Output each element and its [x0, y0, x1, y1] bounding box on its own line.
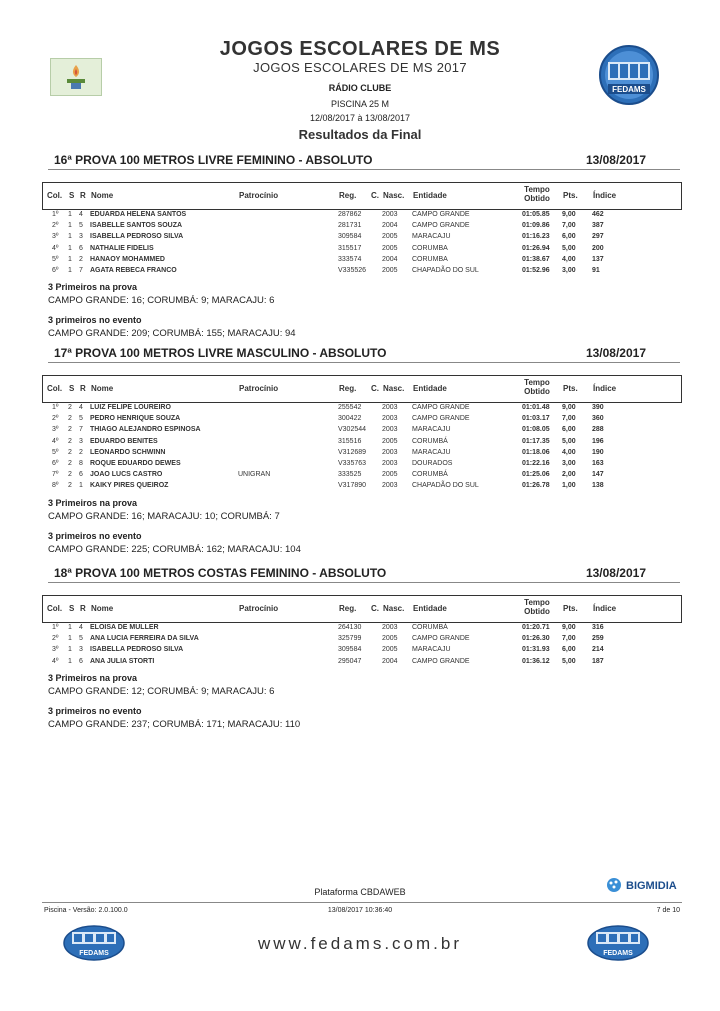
cell-tempo: 01:05.85 — [522, 211, 550, 218]
results-table-header — [42, 375, 682, 403]
event-divider — [48, 362, 680, 363]
table-row — [42, 232, 680, 243]
cell-tempo: 01:38.67 — [522, 255, 550, 263]
cell-nasc: 2005 — [382, 267, 398, 274]
svg-text:FEDAMS: FEDAMS — [603, 950, 633, 957]
column-header-s: S — [69, 191, 75, 200]
cell-r: 6 — [79, 657, 83, 665]
cell-reg: 287862 — [338, 211, 362, 218]
column-header-nasc: Nasc. — [383, 384, 405, 393]
table-row — [42, 437, 680, 448]
cell-patrocinio: UNIGRAN — [238, 471, 271, 479]
cell-r: 5 — [79, 222, 83, 230]
cell-reg: 315517 — [338, 244, 362, 252]
cell-reg: V317890 — [338, 482, 367, 490]
cell-indice: 163 — [592, 460, 604, 467]
cell-nome: HANAOY MOHAMMED — [90, 255, 165, 263]
cell-pts: 6,00 — [562, 646, 576, 654]
cell-nasc: 2005 — [382, 244, 398, 252]
cell-col: 5º — [52, 448, 59, 456]
cell-reg: 255542 — [338, 404, 362, 411]
bigmidia-icon — [606, 877, 622, 893]
cell-reg: 309584 — [338, 646, 362, 654]
cell-r: 2 — [79, 448, 83, 456]
column-header-s: S — [69, 384, 75, 393]
cell-s: 2 — [68, 415, 72, 423]
cell-nasc: 2005 — [382, 471, 398, 479]
cell-entidade: MARACAJU — [412, 233, 451, 241]
cell-tempo: 01:09.86 — [522, 222, 550, 230]
column-header-patrocinio: Patrocínio — [239, 604, 279, 613]
column-header-reg: Reg. — [339, 191, 357, 200]
cell-entidade: CAMPO GRANDE — [412, 211, 470, 218]
cell-s: 2 — [68, 482, 72, 490]
cell-r: 4 — [79, 404, 83, 411]
cell-nome: KAIKY PIRES QUEIROZ — [90, 482, 169, 490]
cell-reg: 325799 — [338, 635, 362, 643]
cell-s: 1 — [68, 255, 72, 263]
column-header-pts: Pts. — [563, 604, 578, 613]
cell-pts: 9,00 — [562, 211, 576, 218]
cell-col: 5º — [52, 255, 59, 263]
column-header-r: R — [80, 604, 86, 613]
cell-col: 1º — [52, 624, 59, 631]
table-row — [42, 459, 680, 470]
cell-pts: 7,00 — [562, 415, 576, 423]
cell-s: 2 — [68, 460, 72, 467]
cell-col: 1º — [52, 211, 59, 218]
table-row — [42, 657, 680, 668]
cell-nasc: 2004 — [382, 255, 398, 263]
document-title: JOGOS ESCOLARES DE MS — [219, 38, 501, 60]
table-row — [42, 470, 680, 481]
cell-s: 1 — [68, 211, 72, 218]
cell-r: 5 — [79, 635, 83, 643]
cell-r: 6 — [79, 244, 83, 252]
cell-reg: 315516 — [338, 437, 362, 445]
summary-evento: CAMPO GRANDE: 237; CORUMBÁ: 171; MARACAJU: 110 — [48, 718, 301, 730]
cell-pts: 9,00 — [562, 404, 576, 411]
cell-indice: 187 — [592, 657, 604, 665]
event-dates: 12/08/2017 à 13/08/2017 — [309, 113, 411, 123]
table-row — [42, 448, 680, 459]
cell-reg: V335526 — [338, 267, 367, 274]
cell-col: 8º — [52, 482, 59, 490]
cell-nasc: 2003 — [382, 448, 398, 456]
column-header-tempo: Tempo Obtido — [524, 598, 550, 616]
cell-tempo: 01:03.17 — [522, 415, 550, 423]
cell-tempo: 01:26.30 — [522, 635, 550, 643]
results-table-header — [42, 182, 682, 210]
cell-reg: 264130 — [338, 624, 362, 631]
column-header-nome: Nome — [91, 604, 114, 613]
event-date: 13/08/2017 — [585, 566, 646, 580]
cell-nome: LUIZ FELIPE LOUREIRO — [90, 404, 171, 411]
cell-col: 2º — [52, 635, 59, 643]
summary-prova: CAMPO GRANDE: 16; MARACAJU: 10; CORUMBÁ: 7 — [48, 510, 280, 522]
cell-pts: 6,00 — [562, 233, 576, 241]
event-name: 18ª PROVA 100 METROS COSTAS FEMININO - ABSOLUTO — [54, 566, 387, 580]
cell-indice: 390 — [592, 404, 604, 411]
column-header-indice: Índice — [593, 384, 617, 393]
cell-reg: V335763 — [338, 460, 367, 467]
column-header-patrocinio: Patrocínio — [239, 191, 279, 200]
document-subtitle: JOGOS ESCOLARES DE MS 2017 — [253, 60, 467, 75]
cell-r: 6 — [79, 471, 83, 479]
table-row — [42, 645, 680, 656]
summary-evento: CAMPO GRANDE: 225; CORUMBÁ: 162; MARACAJU: 104 — [48, 543, 301, 555]
column-header-entidade: Entidade — [413, 604, 447, 613]
cell-nome: ROQUE EDUARDO DEWES — [90, 460, 181, 467]
cell-col: 2º — [52, 415, 59, 423]
cell-nome: ANA JULIA STORTI — [90, 657, 155, 665]
cell-pts: 2,00 — [562, 471, 576, 479]
table-row — [42, 221, 680, 232]
cell-s: 2 — [68, 471, 72, 479]
cell-col: 7º — [52, 471, 59, 479]
cell-nome: ISABELLE SANTOS SOUZA — [90, 222, 183, 230]
column-header-indice: Índice — [593, 191, 617, 200]
cell-nome: EDUARDO BENITES — [90, 437, 158, 445]
summary-prova-label: 3 Primeiros na prova — [48, 672, 138, 683]
cell-reg: 333574 — [338, 255, 362, 263]
event-name: 16ª PROVA 100 METROS LIVRE FEMININO - ABSOLUTO — [54, 153, 373, 167]
cell-nome: ISABELLA PEDROSO SILVA — [90, 646, 184, 654]
cell-s: 1 — [68, 244, 72, 252]
cell-s: 1 — [68, 267, 72, 274]
cell-pts: 5,00 — [562, 657, 576, 665]
cell-pts: 4,00 — [562, 448, 576, 456]
cell-nome: ANA LUCIA FERREIRA DA SILVA — [90, 635, 199, 643]
cell-tempo: 01:36.12 — [522, 657, 550, 665]
summary-prova-label: 3 Primeiros na prova — [48, 282, 138, 293]
cell-entidade: CORUMBÁ — [412, 471, 448, 479]
cell-reg: 333525 — [338, 471, 362, 479]
cell-indice: 288 — [592, 426, 604, 434]
footer-divider — [42, 902, 682, 903]
cell-tempo: 01:01.48 — [522, 404, 550, 411]
cell-indice: 316 — [592, 624, 604, 631]
cell-nome: PEDRO HENRIQUE SOUZA — [90, 415, 181, 423]
column-header-c: C. — [371, 604, 379, 613]
results-title: Resultados da Final — [298, 127, 422, 142]
cell-r: 5 — [79, 415, 83, 423]
cell-col: 6º — [52, 460, 59, 467]
cell-nasc: 2005 — [382, 646, 398, 654]
cell-nasc: 2003 — [382, 211, 398, 218]
column-header-c: C. — [371, 191, 379, 200]
event-header — [48, 152, 680, 168]
column-header-entidade: Entidade — [413, 384, 447, 393]
cell-reg: 300422 — [338, 415, 362, 423]
summary-evento-label: 3 primeiros no evento — [48, 315, 142, 326]
cell-r: 2 — [79, 255, 83, 263]
cell-nasc: 2004 — [382, 657, 398, 665]
cell-nasc: 2003 — [382, 426, 398, 434]
cell-nasc: 2003 — [382, 415, 398, 423]
cell-reg: 281731 — [338, 222, 362, 230]
column-header-nasc: Nasc. — [383, 604, 405, 613]
cell-r: 8 — [79, 460, 83, 467]
footer-platform: Plataforma CBDAWEB — [314, 887, 406, 897]
column-header-r: R — [80, 191, 86, 200]
club-name: RÁDIO CLUBE — [328, 83, 392, 93]
column-header-reg: Reg. — [339, 604, 357, 613]
cell-pts: 7,00 — [562, 222, 576, 230]
cell-indice: 200 — [592, 244, 604, 252]
column-header-tempo: Tempo Obtido — [524, 185, 550, 203]
cell-entidade: CORUMBA — [412, 244, 448, 252]
column-header-indice: Índice — [593, 604, 617, 613]
cell-reg: 295047 — [338, 657, 362, 665]
event-divider — [48, 169, 680, 170]
summary-evento-label: 3 primeiros no evento — [48, 530, 142, 541]
cell-s: 2 — [68, 404, 72, 411]
cell-nome: JOAO LUCS CASTRO — [90, 471, 163, 479]
cell-col: 1º — [52, 404, 59, 411]
table-row — [42, 414, 680, 425]
cell-tempo: 01:26.94 — [522, 244, 550, 252]
pool-info: PISCINA 25 M — [330, 99, 390, 109]
cell-r: 1 — [79, 482, 83, 490]
table-row — [42, 403, 680, 414]
cell-nome: EDUARDA HELENA SANTOS — [90, 211, 187, 218]
cell-col: 4º — [52, 437, 59, 445]
cell-col: 6º — [52, 267, 59, 274]
cell-r: 4 — [79, 624, 83, 631]
cell-tempo: 01:31.93 — [522, 646, 550, 654]
cell-entidade: MARACAJU — [412, 426, 451, 434]
cell-col: 4º — [52, 657, 59, 665]
cell-entidade: CORUMBÁ — [412, 624, 448, 631]
cell-nasc: 2004 — [382, 222, 398, 230]
cell-nasc: 2005 — [382, 437, 398, 445]
cell-entidade: MARACAJU — [412, 448, 451, 456]
cell-r: 3 — [79, 646, 83, 654]
cell-tempo: 01:26.78 — [522, 482, 550, 490]
cell-indice: 91 — [592, 267, 600, 274]
cell-nasc: 2005 — [382, 635, 398, 643]
cell-nome: AGATA REBECA FRANCO — [90, 267, 177, 274]
cell-pts: 5,00 — [562, 244, 576, 252]
cell-entidade: CAMPO GRANDE — [412, 415, 470, 423]
table-row — [42, 210, 680, 221]
summary-prova-label: 3 Primeiros na prova — [48, 497, 138, 508]
cell-indice: 387 — [592, 222, 604, 230]
cell-indice: 190 — [592, 448, 604, 456]
event-date: 13/08/2017 — [585, 346, 646, 360]
summary-prova: CAMPO GRANDE: 12; CORUMBÁ: 9; MARACAJU: 6 — [48, 685, 275, 697]
table-row — [42, 634, 680, 645]
cell-entidade: CAMPO GRANDE — [412, 404, 470, 411]
bigmidia-brand: BIGMIDIA — [626, 880, 677, 892]
page-number: 7 de 10 — [656, 907, 680, 914]
column-header-nome: Nome — [91, 384, 114, 393]
event-header — [48, 345, 680, 361]
cell-reg: V312689 — [338, 448, 367, 456]
event-name: 17ª PROVA 100 METROS LIVRE MASCULINO - ABSOLUTO — [54, 346, 387, 360]
table-row — [42, 481, 680, 492]
cell-entidade: CORUMBA — [412, 255, 448, 263]
cell-s: 2 — [68, 437, 72, 445]
cell-indice: 360 — [592, 415, 604, 423]
cell-entidade: CORUMBÁ — [412, 437, 448, 445]
cell-pts: 7,00 — [562, 635, 576, 643]
cell-col: 3º — [52, 426, 59, 434]
cell-s: 1 — [68, 657, 72, 665]
column-header-col: Col. — [47, 384, 63, 393]
cell-entidade: MARACAJU — [412, 646, 451, 654]
table-row — [42, 255, 680, 266]
cell-entidade: CAMPO GRANDE — [412, 222, 470, 230]
summary-evento-label: 3 primeiros no evento — [48, 705, 142, 716]
cell-entidade: DOURADOS — [412, 460, 453, 467]
cell-nasc: 2003 — [382, 482, 398, 490]
cell-entidade: CHAPADÃO DO SUL — [412, 482, 479, 490]
cell-tempo: 01:20.71 — [522, 624, 550, 631]
cell-s: 1 — [68, 646, 72, 654]
cell-entidade: CAMPO GRANDE — [412, 657, 470, 665]
cell-s: 2 — [68, 426, 72, 434]
cell-nome: ISABELLA PEDROSO SILVA — [90, 233, 184, 241]
cell-pts: 3,00 — [562, 267, 576, 274]
cell-tempo: 01:22.16 — [522, 460, 550, 467]
table-row — [42, 425, 680, 436]
cell-col: 3º — [52, 646, 59, 654]
footer-timestamp: 13/08/2017 10:36:40 — [327, 907, 393, 914]
cell-col: 3º — [52, 233, 59, 241]
cell-pts: 4,00 — [562, 255, 576, 263]
column-header-col: Col. — [47, 191, 63, 200]
column-header-c: C. — [371, 384, 379, 393]
column-header-entidade: Entidade — [413, 191, 447, 200]
cell-indice: 138 — [592, 482, 604, 490]
cell-indice: 196 — [592, 437, 604, 445]
cell-tempo: 01:08.05 — [522, 426, 550, 434]
cell-nome: ELOISA DE MULLER — [90, 624, 159, 631]
table-row — [42, 266, 680, 277]
cell-s: 1 — [68, 624, 72, 631]
summary-prova: CAMPO GRANDE: 16; CORUMBÁ: 9; MARACAJU: 6 — [48, 295, 275, 307]
event-date: 13/08/2017 — [585, 153, 646, 167]
cell-pts: 5,00 — [562, 437, 576, 445]
cell-reg: 309584 — [338, 233, 362, 241]
cell-tempo: 01:18.06 — [522, 448, 550, 456]
cell-s: 1 — [68, 635, 72, 643]
cell-nasc: 2005 — [382, 233, 398, 241]
footer-version: Piscina - Versão: 2.0.100.0 — [44, 907, 128, 914]
cell-indice: 137 — [592, 255, 604, 263]
column-header-patrocinio: Patrocínio — [239, 384, 279, 393]
cell-r: 7 — [79, 267, 83, 274]
cell-indice: 297 — [592, 233, 604, 241]
cell-r: 7 — [79, 426, 83, 434]
cell-tempo: 01:17.35 — [522, 437, 550, 445]
cell-nome: LEONARDO SCHWINN — [90, 448, 166, 456]
cell-col: 2º — [52, 222, 59, 230]
results-table-header — [42, 595, 682, 623]
cell-s: 1 — [68, 233, 72, 241]
cell-reg: V302544 — [338, 426, 367, 434]
website-url[interactable]: www.fedams.com.br — [257, 934, 463, 953]
cell-nasc: 2003 — [382, 460, 398, 467]
cell-nome: THIAGO ALEJANDRO ESPINOSA — [90, 426, 201, 434]
svg-text:FEDAMS: FEDAMS — [79, 950, 109, 957]
column-header-s: S — [69, 604, 75, 613]
cell-s: 2 — [68, 448, 72, 456]
cell-entidade: CHAPADÃO DO SUL — [412, 267, 479, 274]
cell-tempo: 01:52.96 — [522, 267, 550, 274]
column-header-nasc: Nasc. — [383, 191, 405, 200]
cell-pts: 1,00 — [562, 482, 576, 490]
cell-tempo: 01:25.06 — [522, 471, 550, 479]
cell-s: 1 — [68, 222, 72, 230]
cell-r: 3 — [79, 233, 83, 241]
cell-nome: NATHALIE FIDELIS — [90, 244, 154, 252]
cell-entidade: CAMPO GRANDE — [412, 635, 470, 643]
event-header — [48, 565, 680, 581]
cell-indice: 214 — [592, 646, 604, 654]
column-header-tempo: Tempo Obtido — [524, 378, 550, 396]
cell-tempo: 01:16.23 — [522, 233, 550, 241]
cell-indice: 147 — [592, 471, 604, 479]
column-header-reg: Reg. — [339, 384, 357, 393]
cell-indice: 259 — [592, 635, 604, 643]
cell-r: 3 — [79, 437, 83, 445]
column-header-r: R — [80, 384, 86, 393]
cell-indice: 462 — [592, 211, 604, 218]
event-divider — [48, 582, 680, 583]
column-header-pts: Pts. — [563, 191, 578, 200]
cell-pts: 3,00 — [562, 460, 576, 467]
cell-r: 4 — [79, 211, 83, 218]
cell-pts: 9,00 — [562, 624, 576, 631]
svg-text:FEDAMS: FEDAMS — [612, 85, 646, 94]
cell-pts: 6,00 — [562, 426, 576, 434]
column-header-nome: Nome — [91, 191, 114, 200]
cell-nasc: 2003 — [382, 624, 398, 631]
table-row — [42, 623, 680, 634]
fedams-logo-right — [586, 924, 650, 962]
table-row — [42, 244, 680, 255]
column-header-pts: Pts. — [563, 384, 578, 393]
column-header-col: Col. — [47, 604, 63, 613]
cell-nasc: 2003 — [382, 404, 398, 411]
cell-col: 4º — [52, 244, 59, 252]
summary-evento: CAMPO GRANDE: 209; CORUMBÁ: 155; MARACAJU: 94 — [48, 328, 296, 340]
